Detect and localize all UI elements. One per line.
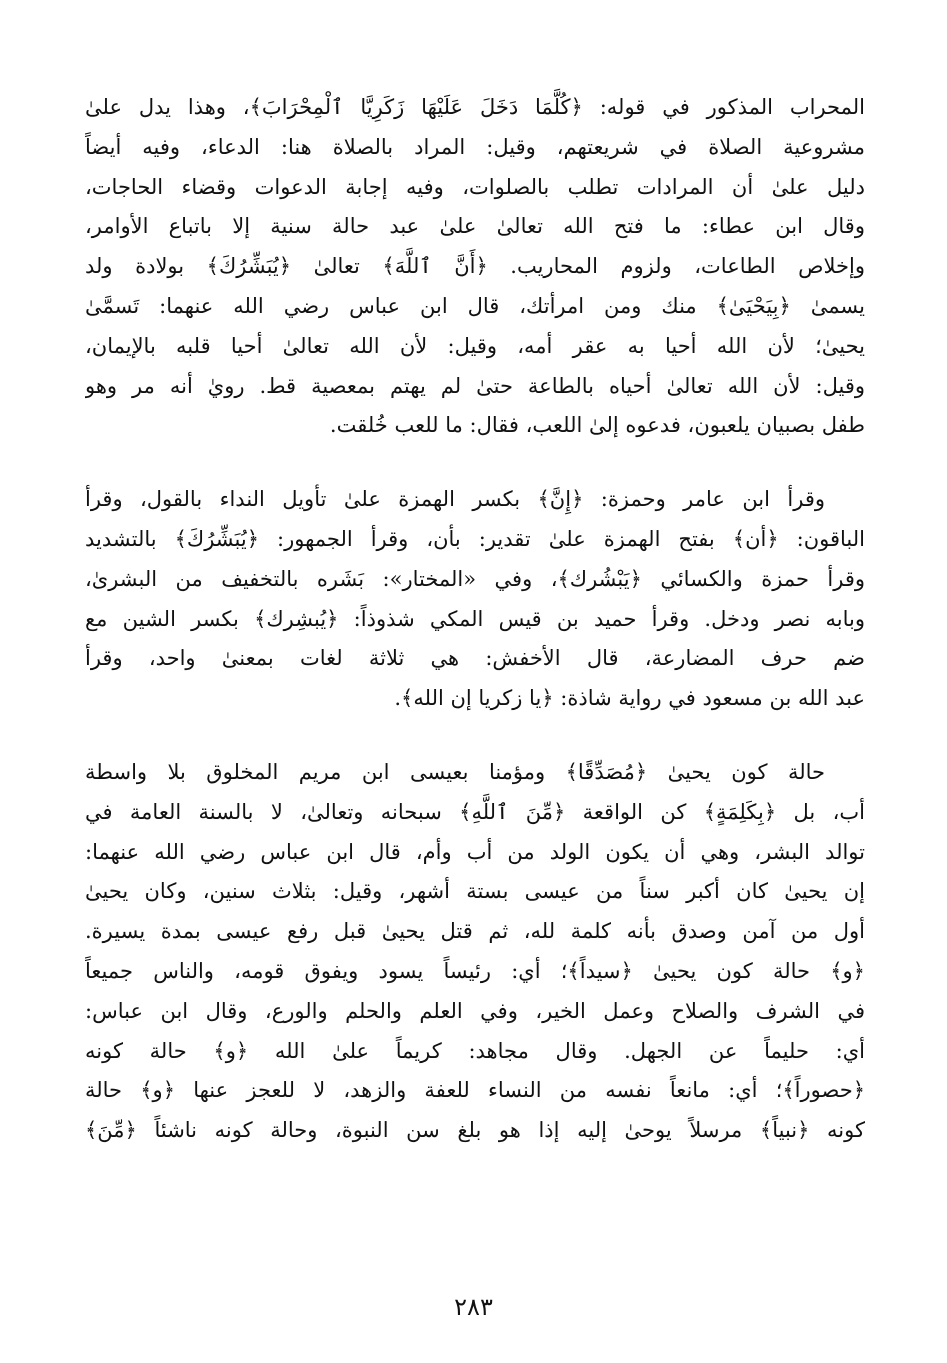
text-line: أب، بل ﴿بِكَلِمَةٍ﴾ كن الواقعة ﴿مِّنَ ٱللَّهِ﴾ سبحانه وتعالىٰ، لا بالسنة العامة في bbox=[85, 799, 865, 824]
text-line: ضم حرف المضارعة، قال الأخفش: هي ثلاثة لغات بمعنىٰ واحد، وقرأ bbox=[85, 646, 865, 671]
text-line: أول من آمن وصدق بأنه كلمة لله، ثم قتل يحيىٰ قبل رفع عيسى بمدة يسيرة. bbox=[85, 919, 865, 944]
text-line: وقرأ حمزة والكسائي ﴿يَبْشُرك﴾، وفي «المختار»: بَشَره بالتخفيف من البشرىٰ، bbox=[85, 566, 865, 591]
paragraph-spacer bbox=[85, 719, 865, 753]
text-line: المحراب المذكور في قوله: ﴿كُلَّمَا دَخَلَ عَلَيْهَا زَكَرِيَّا ٱلْمِحْرَابَ﴾، وهذا يدل علىٰ bbox=[85, 95, 865, 119]
text-line: وقال ابن عطاء: ما فتح الله تعالىٰ علىٰ عبد حالة سنية إلا باتباع الأوامر، bbox=[85, 214, 865, 239]
text-line: كونه ﴿نبياً﴾ مرسلاً يوحىٰ إليه إذا هو بلغ سن النبوة، وحالة كونه ناشئاً ﴿مِّنَ﴾ bbox=[85, 1118, 865, 1143]
page-number: ٢٨٣ bbox=[454, 1293, 493, 1321]
paragraph-3 bbox=[85, 753, 865, 1151]
paragraph-1 bbox=[85, 88, 865, 446]
text-line: وإخلاص الطاعات، ولزوم المحاريب. ﴿أَنَّ ٱللَّهَ﴾ تعالىٰ ﴿يُبَشِّرُكَ﴾ بولادة ولد bbox=[85, 254, 865, 279]
text-line: توالد البشر، وهي أن يكون الولد من أب وأم، قال ابن عباس رضي الله عنهما: bbox=[85, 839, 865, 864]
text-line: عبد الله بن مسعود في رواية شاذة: ﴿يا زكريا إن الله﴾. bbox=[394, 686, 865, 711]
text-line: دليل علىٰ أن المرادات تطلب بالصلوات، وفيه إجابة الدعوات وقضاء الحاجات، bbox=[85, 174, 865, 199]
paragraph-spacer bbox=[85, 446, 865, 480]
text-line: أي: حليماً عن الجهل. وقال مجاهد: كريماً علىٰ الله ﴿و﴾ حالة كونه bbox=[85, 1038, 865, 1063]
text-line: وقيل: لأن الله تعالىٰ أحياه بالطاعة حتىٰ لم يهتم بمعصية قط. رويٰ أنه مر وهو bbox=[85, 373, 865, 398]
text-line: وقرأ ابن عامر وحمزة: ﴿إِنَّ﴾ بكسر الهمزة علىٰ تأويل النداء بالقول، وقرأ bbox=[85, 487, 825, 512]
page-body bbox=[85, 88, 865, 1151]
text-line: إن يحيىٰ كان أكبر سناً من عيسى بستة أشهر، وقيل: بثلاث سنين، وكان يحيىٰ bbox=[85, 879, 865, 904]
text-line: طفل بصبيان يلعبون، فدعوه إلىٰ اللعب، فقال: ما للعب خُلقت. bbox=[329, 413, 865, 438]
text-line: ﴿حصوراً﴾؛ أي: مانعاً نفسه من النساء للعفة والزهد، لا للعجز عنها ﴿و﴾ حالة bbox=[85, 1078, 865, 1103]
text-line: في الشرف والصلاح وعمل الخير، وفي العلم والحلم والورع، وقال ابن عباس: bbox=[85, 998, 865, 1023]
paragraph-2 bbox=[85, 480, 865, 719]
text-line: وبابه نصر ودخل. وقرأ حميد بن قيس المكي شذوذاً: ﴿يُبشِرك﴾ بكسر الشين مع bbox=[85, 606, 865, 631]
text-line: ﴿و﴾ حالة كون يحيىٰ ﴿سيداً﴾؛ أي: رئيساً يسود ويفوق قومه، والناس جميعاً bbox=[85, 958, 865, 983]
text-line: الباقون: ﴿أن﴾ بفتح الهمزة علىٰ تقدير: بأن، وقرأ الجمهور: ﴿يُبَشِّرُكَ﴾ بالتشديد bbox=[85, 526, 865, 551]
text-line: مشروعية الصلاة في شريعتهم، وقيل: المراد بالصلاة هنا: الدعاء، وفيه أيضاً bbox=[85, 134, 865, 159]
text-line: حالة كون يحيىٰ ﴿مُصَدِّقًا﴾ ومؤمنا بعيسى ابن مريم المخلوق بلا واسطة bbox=[85, 759, 825, 784]
text-line: يسمىٰ ﴿بِيَحْيَىٰ﴾ منك ومن امرأتك، قال ابن عباس رضي الله عنهما: تَسمَّىٰ bbox=[85, 293, 865, 318]
text-line: يحيىٰ؛ لأن الله أحيا به عقر أمه، وقيل: لأن الله تعالىٰ أحيا قلبه بالإيمان، bbox=[85, 333, 865, 358]
